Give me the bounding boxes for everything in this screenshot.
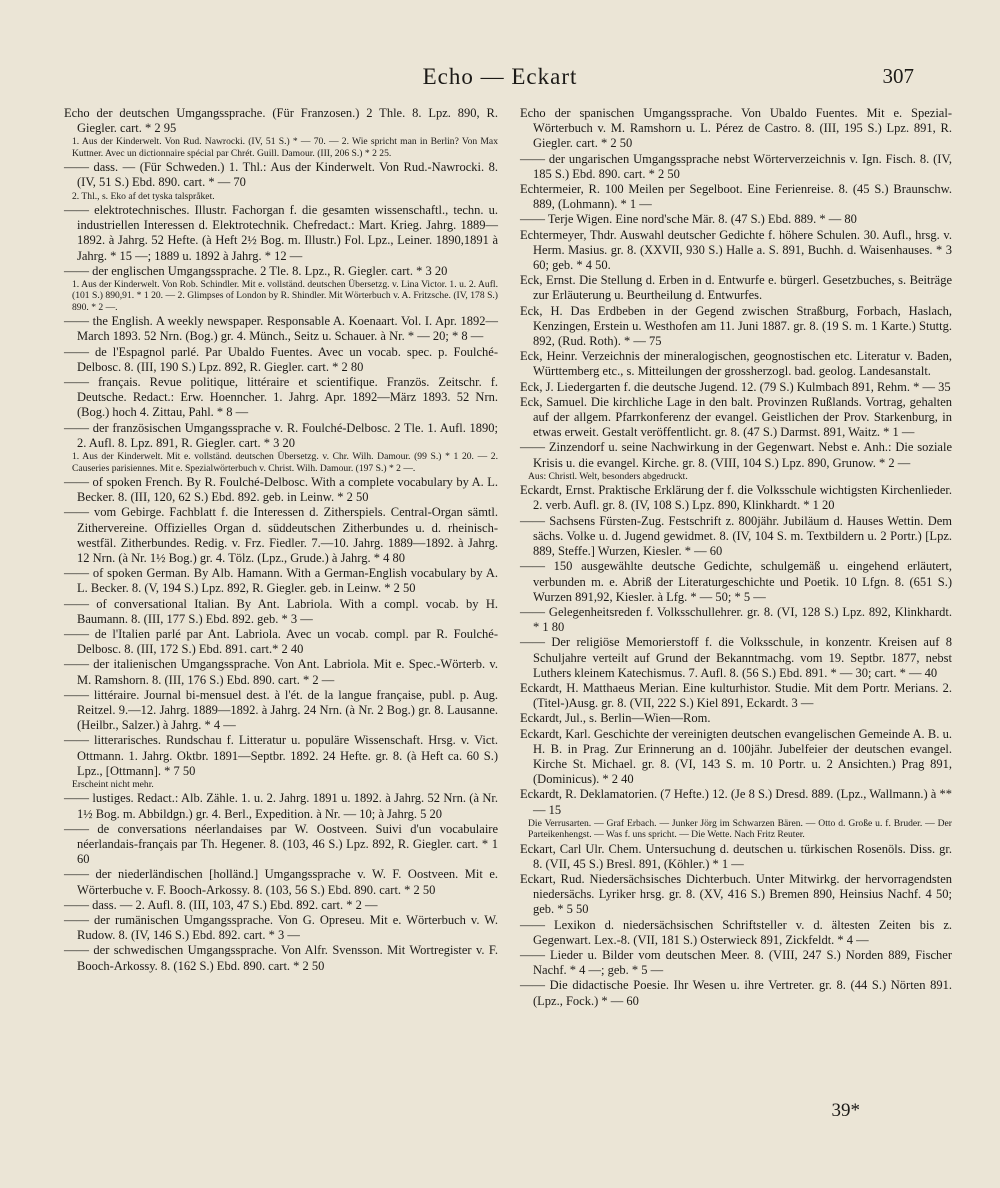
bibliography-entry: —— dass. — 2. Aufl. 8. (III, 103, 47 S.) Ebd. 892. cart. * 2 — [64, 897, 378, 912]
bibliography-entry: Echtermeyer, Thdr. Auswahl deutscher Gedichte f. höhere Schulen. 30. Aufl., hrsg. v. Herm. Masius. gr. 8. (XXVII, 930 S.) Halle a. S. 891, Buchh. d. Waisenhauses. * 3 60; geb. * 4 50. [520, 227, 952, 273]
bibliography-entry: —— français. Revue politique, littéraire et scientifique. Französ. Zeitschr. f. Deutsche. Redact.: Erw. Hoenncher. 1. Jahrg. Apr. 1892—März 1893. 52 Nrn. (Bog.) hoch 4. Zittau, Pahl. * 8 — [64, 375, 498, 420]
bibliography-entry: —— the English. A weekly newspaper. Responsable A. Koenaart. Vol. I. Apr. 1892—March 1893. 52 Nrn. (Bog.) gr. 4. Münch., Seitz u. Schauer. à Nr. * — 20; * 8 — [64, 314, 498, 344]
entry-note: 1. Aus der Kinderwelt. Von Rob. Schindler. Mit e. vollständ. deutschen Übersetzg. v. Lina Victor. 1. u. 2. Aufl. (101 S.) 890,91. * 1 20. — 2. Glimpses of London by R. Shindler. Mit Wörterbuch v. A. Fritzsche. (IV, 178 S.) 890. * 2 —. [72, 279, 498, 313]
bibliography-entry: —— dass. — (Für Schweden.) 1. Thl.: Aus der Kinderwelt. Von Rud.-Nawrocki. 8. (IV, 51 S.) Ebd. 890. cart. * — 70 [64, 160, 498, 190]
bibliography-entry: —— of spoken German. By Alb. Hamann. With a German-English vocabulary by A. L. Becker. 8. (V, 194 S.) Lpz. 892, R. Giegler. geb. in Leinw. * 2 50 [64, 566, 498, 596]
bibliography-entry: —— vom Gebirge. Fachblatt f. die Interessen d. Zitherspiels. Central-Organ sämtl. Zithervereine. Offizielles Organ d. süddeutschen Zitherbundes u. d. rheinisch-westfäl. Zitherbundes. Redig. v. Frz. Fiedler. 7.—10. Jahrg. 1889—1892. à Jahrg. 12 Nrn. (à Nr. 1½ Bog.) gr. 4. Tölz. (Lpz., Grude.) à Jahrg. * 4 80 [64, 505, 498, 565]
bibliography-entry: —— Lieder u. Bilder vom deutschen Meer. 8. (VIII, 247 S.) Norden 889, Fischer Nachf. * 4 —; geb. * 5 — [520, 947, 952, 978]
bibliography-entry: —— Terje Wigen. Eine nord'sche Mär. 8. (47 S.) Ebd. 889. * — 80 [520, 212, 857, 227]
bibliography-entry: Eckardt, Karl. Geschichte der vereinigten deutschen evangelischen Gemeinde A. B. u. H. B. in Prag. Zur Erinnerung an d. 100jähr. Jubelfeier der deutschen evangel. Kirche St. Michael. gr. 8. (VI, 143 S. m. 10 Portr. u. 2 Ansichten.) Prag 891, (Dominicus). * 2 40 [520, 726, 952, 787]
bibliography-entry: —— der italienischen Umgangssprache. Von Ant. Labriola. Mit e. Spec.-Wörterb. v. M. Ramshorn. 8. (III, 176 S.) Ebd. 890. cart. * 2 — [64, 657, 498, 687]
bibliography-entry: Eckart, Carl Ulr. Chem. Untersuchung d. deutschen u. türkischen Rosenöls. Diss. gr. 8. (VII, 45 S.) Bresl. 891, (Köhler.) * 1 — [520, 841, 952, 871]
bibliography-entry: Eckart, Rud. Niedersächsisches Dichterbuch. Unter Mitwirkg. der hervorragendsten niedersächs. Lyriker hrsg. gr. 8. (XV, 416 S.) Bremen 890, Heinsius Nachf. 4 50; geb. * 5 50 [520, 871, 952, 917]
bibliography-entry: —— litterarisches. Rundschau f. Litteratur u. populäre Wissenschaft. Hrsg. v. Vict. Ottmann. 1. Jahrg. Oktbr. 1891—Septbr. 1892. 24 Hefte. gr. 8. (à Heft ca. 60 S.) Lpz., [Ottmann]. * 7 50 [64, 733, 498, 778]
bibliography-entry: —— Lexikon d. niedersächsischen Schriftsteller v. d. ältesten Zeiten bis z. Gegenwart. Lex.-8. (VII, 181 S.) Osterwieck 891, Zickfeldt. * 4 — [520, 917, 952, 947]
bibliography-entry: —— der schwedischen Umgangssprache. Von Alfr. Svensson. Mit Wortregister v. F. Booch-Arkossy. 8. (162 S.) Ebd. 890. cart. * 2 50 [64, 943, 498, 973]
bibliography-entry: —— Sachsens Fürsten-Zug. Festschrift z. 800jähr. Jubiläum d. Hauses Wettin. Dem sächs. Volke u. d. Jugend gewidmet. 8. (IV, 104 S. m. Textbildern u. 2 Portr.) [Lpz. 889, Steffe.] Wurzen, Kiesler. * — 60 [520, 513, 952, 559]
page-title: Echo — Eckart [422, 64, 578, 89]
bibliography-entry: Echtermeier, R. 100 Meilen per Segelboot. Eine Ferienreise. 8. (45 S.) Braunschw. 889, (Lohmann). * 1 — [520, 182, 952, 212]
entry-note: 1. Aus der Kinderwelt. Mit e. vollständ. deutschen Übersetzg. v. Chr. Wilh. Damour. (99 S.) * 1 20. — 2. Causeries parisiennes. Mit e. Spezialwörterbuch v. Christ. Wilh. Damour. (197 S.) * 2 —. [72, 451, 498, 474]
entry-note: Die Verrusarten. — Graf Erbach. — Junker Jörg im Schwarzen Bären. — Otto d. Große u. f. Bruder. — Der Parteikenhengst. — Was f. uns spricht. — Die Wette. Nach Fritz Reuter. [528, 817, 952, 841]
bibliography-entry: —— lustiges. Redact.: Alb. Zähle. 1. u. 2. Jahrg. 1891 u. 1892. à Jahrg. 52 Nrn. (à Nr. 1½ Bog. m. Abbildgn.) gr. 4. Berl., Expedition. à Nr. — 10; à Jahrg. 5 20 [64, 791, 498, 821]
entry-note: Erscheint nicht mehr. [72, 778, 154, 790]
bibliography-entry: Echo der spanischen Umgangssprache. Von Ubaldo Fuentes. Mit e. Spezial-Wörterbuch v. M. Ramshorn u. L. Pérez de Castro. 8. (III, 195 S.) Lpz. 891, R. Giegler. cart. * 2 50 [520, 106, 952, 151]
right-column [520, 106, 952, 1009]
entry-note: 1. Aus der Kinderwelt. Von Rud. Nawrocki. (IV, 51 S.) * — 70. — 2. Wie spricht man in Berlin? Von Max Kuttner. Avec un dictionnaire spécial par Chrét. Guill. Damour. (III, 206 S.) * 2 25. [72, 136, 498, 159]
bibliography-entry: —— de conversations néerlandaises par W. Oostveen. Suivi d'un vocabulaire néerlandais-français par Th. Hegener. 8. (103, 46 S.) Lpz. 892, R. Giegler. cart. * 1 60 [64, 821, 498, 867]
bibliography-entry: Eck, Samuel. Die kirchliche Lage in den balt. Provinzen Rußlands. Vortrag, gehalten auf der allgem. Pfarrkonferenz der evangel. Geistlichen der Prov. Starkenburg, in etwas erweit. Gestalt veröffentlicht. gr. 8. (47 S.) Darmst. 891, Waitz. * 1 — [520, 394, 952, 440]
bibliography-entry: Eckardt, H. Matthaeus Merian. Eine kulturhistor. Studie. Mit dem Portr. Merians. 2. (Titel-)Ausg. gr. 8. (VII, 222 S.) Kiel 891, Eckardt. 3 — [520, 680, 952, 711]
bibliography-entry: —— der ungarischen Umgangssprache nebst Wörterverzeichnis v. Ign. Fisch. 8. (IV, 185 S.) Ebd. 890. cart. * 2 50 [520, 151, 952, 181]
entry-note: Aus: Christl. Welt, besonders abgedruckt. [528, 470, 688, 482]
bibliography-entry: —— of conversational Italian. By Ant. Labriola. With a compl. vocab. by H. Baumann. 8. (III, 177 S.) Ebd. 892. geb. * 3 — [64, 596, 498, 626]
bibliography-entry: —— of spoken French. By R. Foulché-Delbosc. With a complete vocabulary by A. L. Becker. 8. (III, 120, 62 S.) Ebd. 892. geb. in Leinw. * 2 50 [64, 474, 498, 505]
entry-note: 2. Thl., s. Eko af det tyska talspråket. [72, 190, 215, 202]
bibliography-entry: —— der niederländischen [holländ.] Umgangssprache v. W. F. Oostveen. Mit e. Wörterbuche v. F. Booch-Arkossy. 8. (103, 56 S.) Ebd. 890. cart. * 2 50 [64, 867, 498, 897]
bibliography-entry: —— de l'Italien parlé par Ant. Labriola. Avec un vocab. compl. par R. Foulché-Delbosc. 8. (III, 172 S.) Ebd. 891. cart.* 2 40 [64, 626, 498, 657]
bibliography-entry: —— Zinzendorf u. seine Nachwirkung in der Gegenwart. Nebst e. Anh.: Die soziale Krisis u. die evangel. Kirche. gr. 8. (VIII, 104 S.) Lpz. 890, Grunow. * 2 — [520, 440, 952, 470]
left-column [64, 106, 498, 974]
bibliography-entry: Eck, Heinr. Verzeichnis der mineralogischen, geognostischen etc. Literatur v. Baden, Württemberg etc., s. Mitteilungen der grossherzogl. bad. geolog. Landesanstalt. [520, 349, 952, 379]
bibliography-entry: —— 150 ausgewählte deutsche Gedichte, schulgemäß u. eingehend erläutert, verbunden m. e. Abriß der Literaturgeschichte und Poetik. 10 Lfgn. 8. (651 S.) Wurzen 891,92, Kiesler. à Lfg. * — 50; * 5 — [520, 559, 952, 604]
bibliography-entry: —— de l'Espagnol parlé. Par Ubaldo Fuentes. Avec un vocab. spec. p. Foulché-Delbosc. 8. (III, 190 S.) Lpz. 892, R. Giegler. cart. * 2 80 [64, 344, 498, 374]
bibliography-entry: —— Die didactische Poesie. Ihr Wesen u. ihre Vertreter. gr. 8. (44 S.) Nörten 891. (Lpz., Fock.) * — 60 [520, 978, 952, 1008]
bibliography-entry: Eck, H. Das Erdbeben in der Gegend zwischen Straßburg, Forbach, Haslach, Kenzingen, Erstein u. Westhofen am 11. Juni 1887. gr. 8. (19 S. m. 1 Karte.) Stuttg. 892, (Rud. Roth). * — 75 [520, 303, 952, 349]
printer-signature: 39* [831, 1100, 860, 1121]
bibliography-entry: Eckardt, R. Deklamatorien. (7 Hefte.) 12. (Je 8 S.) Dresd. 889. (Lpz., Wallmann.) à ** — 15 [520, 787, 952, 817]
bibliography-entry: Eck, Ernst. Die Stellung d. Erben in d. Entwurfe e. bürgerl. Gesetzbuches, s. Beiträge zur Erläuterung u. Beurtheilung d. Entwurfes. [520, 273, 952, 303]
bibliography-entry: —— Der religiöse Memorierstoff f. die Volksschule, in konzentr. Kreisen auf 8 Schuljahre verteilt auf Grund der Bekanntmachg. vom 19. Septbr. 1877, nebst Luthers kleinem Katechismus. 7. Aufl. 8. (56 S.) Ebd. 891. * — 30; cart. * — 40 [520, 635, 952, 680]
bibliography-entry: Eck, J. Liedergarten f. die deutsche Jugend. 12. (79 S.) Kulmbach 891, Rehm. * — 35 [520, 379, 951, 394]
bibliography-entry: —— der rumänischen Umgangssprache. Von G. Opreseu. Mit e. Wörterbuch v. W. Rudow. 8. (IV, 146 S.) Ebd. 892. cart. * 3 — [64, 913, 498, 943]
bibliography-entry: Echo der deutschen Umgangssprache. (Für Franzosen.) 2 Thle. 8. Lpz. 890, R. Giegler. cart. * 2 95 [64, 106, 498, 136]
bibliography-entry: Eckardt, Jul., s. Berlin—Wien—Rom. [520, 711, 711, 726]
bibliography-entry: Eckardt, Ernst. Praktische Erklärung der f. die Volksschule wichtigsten Kirchenlieder. 2. verb. Aufl. gr. 8. (IV, 108 S.) Lpz. 890, Klinkhardt. * 1 20 [520, 483, 952, 513]
bibliography-entry: —— der französischen Umgangssprache v. R. Foulché-Delbosc. 2 Tle. 1. Aufl. 1890; 2. Aufl. 8. Lpz. 891, R. Giegler. cart. * 3 20 [64, 420, 498, 450]
bibliography-entry: —— littéraire. Journal bi-mensuel dest. à l'ét. de la langue française, publ. p. Aug. Reitzel. 9.—12. Jahrg. 1889—1892. à Jahrg. 24 Nrn. (à Nr. 2 Bog.) gr. 8. Lausanne. (Heilbr., Salzer.) à Jahrg. * 4 — [64, 687, 498, 733]
page-number: 307 [882, 64, 914, 88]
bibliography-entry: —— der englischen Umgangssprache. 2 Tle. 8. Lpz., R. Giegler. cart. * 3 20 [64, 263, 448, 278]
bibliography-entry: —— Gelegenheitsreden f. Volksschullehrer. gr. 8. (VI, 128 S.) Lpz. 892, Klinkhardt. * 1 80 [520, 604, 952, 635]
bibliography-entry: —— elektrotechnisches. Illustr. Fachorgan f. die gesamten wissenschaftl., techn. u. industriellen Interessen d. Elektrotechnik. Chefredact.: Mart. Krieg. Jahrg. 1889—1892. à Jahrg. 52 Hefte. (à Heft 2½ Bog. m. Illustr.) Fol. Lpz., Leiner. 1890,1891 à Jahrg. * 15 —; 1889 u. 1892 à Jahrg. * 12 — [64, 203, 498, 263]
running-head [0, 60, 1000, 94]
